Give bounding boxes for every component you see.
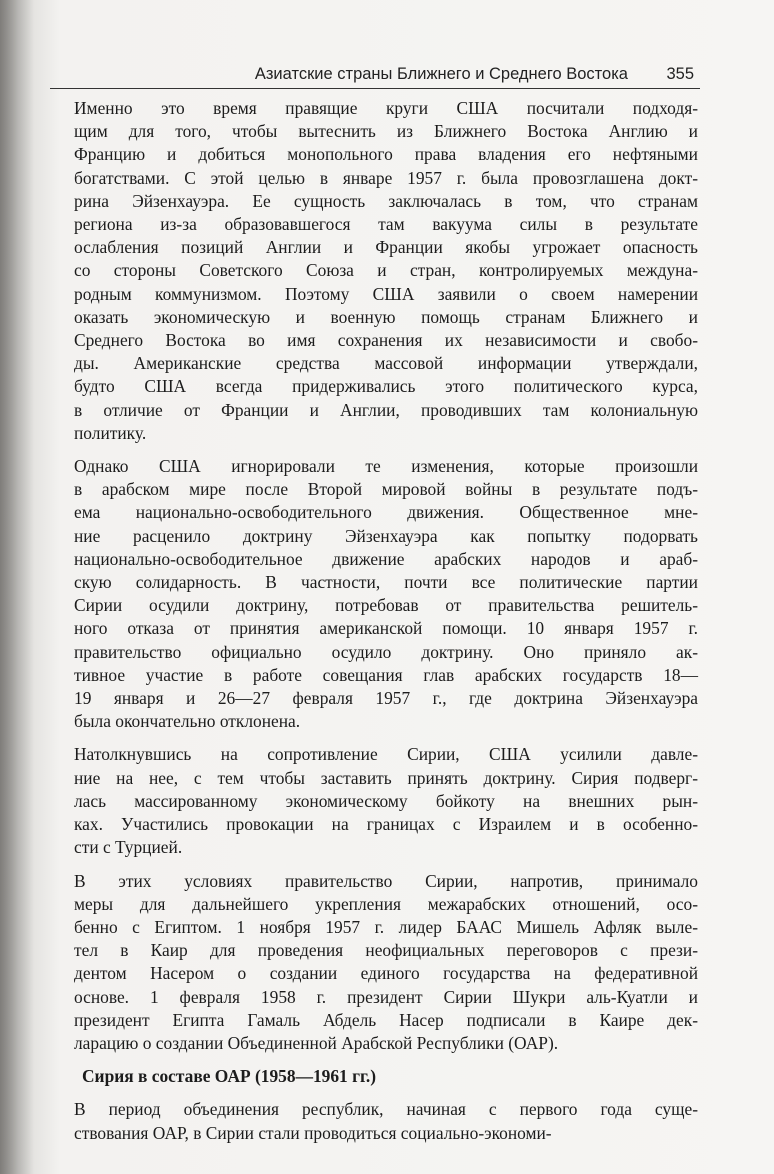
page-number: 355 xyxy=(666,65,694,83)
text-line: Именно это время правящие круги США посчитали подходя- xyxy=(74,98,698,118)
text-line: в арабском мире после Второй мировой войны в результате подъ- xyxy=(74,479,698,500)
running-head-title: Азиатские страны Ближнего и Среднего Востока xyxy=(254,65,628,83)
text-line: Однако США игнорировали те изменения, которые произошли xyxy=(74,456,698,477)
text-line: богатствами. С этой целью в январе 1957 г. была провозглашена докт- xyxy=(74,167,698,188)
text-line: сти с Турцией. xyxy=(74,837,183,858)
text-line: 19 января и 26—27 февраля 1957 г., где доктрина Эйзенхауэра xyxy=(74,688,698,709)
text-line: бенно с Египтом. 1 ноября 1957 г. лидер БААС Мишель Афляк выле- xyxy=(74,916,698,937)
text-line: Среднего Востока во имя сохранения их независимости и свобо- xyxy=(74,330,698,351)
paragraph-3 xyxy=(74,743,698,859)
text-line: скую солидарность. В частности, почти все политические партии xyxy=(74,572,698,593)
text-line: Натолкнувшись на сопротивление Сирии, США усилили давле- xyxy=(74,744,698,765)
text-line: меры для дальнейшего укрепления межарабских отношений, осо- xyxy=(74,893,698,914)
text-line: оказать экономическую и военную помощь странам Ближнего и xyxy=(74,306,698,327)
text-line: региона из-за образовавшегося там вакуума силы в результате xyxy=(74,214,698,235)
text-line: политику. xyxy=(74,422,147,443)
body-text xyxy=(74,97,698,1145)
paragraph-4 xyxy=(74,870,698,1056)
text-line: ды. Американские средства массовой информации утверждали, xyxy=(74,353,698,374)
text-line: ние расценило доктрину Эйзенхауэра как попытку подорвать xyxy=(74,525,698,546)
text-line: рина Эйзенхауэра. Ее сущность заключалась в том, что странам xyxy=(74,190,698,211)
text-line: ние на нее, с тем чтобы заставить принять доктрину. Сирия подверг- xyxy=(74,767,698,788)
text-line: дентом Насером о создании единого государства на федеративной xyxy=(74,963,698,984)
text-line: основе. 1 февраля 1958 г. президент Сирии Шукри аль-Куатли и xyxy=(74,986,698,1007)
text-line: Сирии осудили доктрину, потребовав от правительства решитель- xyxy=(74,595,698,616)
text-line: лась массированному экономическому бойкоту на внешних рын- xyxy=(74,790,698,811)
text-line: ема национально-освободительного движения. Общественное мне- xyxy=(74,502,698,523)
text-line: ствования ОАР, в Сирии стали проводиться социально-экономи- xyxy=(74,1122,552,1143)
text-line: ного отказа от принятия американской помощи. 10 января 1957 г. xyxy=(74,618,698,639)
text-line: тел в Каир для проведения неофициальных переговоров с прези- xyxy=(74,940,698,961)
text-line: ларацию о создании Объединенной Арабской Республики (ОАР). xyxy=(74,1032,559,1053)
text-line: правительство официально осудило доктрину. Оно приняло ак- xyxy=(74,641,698,662)
text-line: была окончательно отклонена. xyxy=(74,711,301,732)
text-line: национально-освободительное движение арабских народов и араб- xyxy=(74,548,698,569)
text-line: будто США всегда придерживались этого политического курса, xyxy=(74,376,698,397)
paragraph-2 xyxy=(74,455,698,733)
text-line: со стороны Советского Союза и стран, контролируемых междуна- xyxy=(74,260,698,281)
running-head xyxy=(50,62,700,89)
text-line: ках. Участились провокации на границах с Израилем и в особенно- xyxy=(74,814,698,835)
text-line: в отличие от Франции и Англии, проводивших там колониальную xyxy=(74,399,698,420)
section-heading: Сирия в составе ОАР (1958—1961 гг.) xyxy=(82,1066,377,1087)
paragraph-1 xyxy=(74,97,698,445)
text-line: В период объединения республик, начиная с первого года суще- xyxy=(74,1099,698,1120)
text-line: ослабления позиций Англии и Франции якобы угрожает опасность xyxy=(74,237,698,258)
text-line: В этих условиях правительство Сирии, напротив, принимало xyxy=(74,870,698,891)
text-line: щим для того, чтобы вытеснить из Ближнего Востока Англию и xyxy=(74,121,698,142)
text-line: Францию и добиться монопольного права владения его нефтяными xyxy=(74,144,698,165)
text-line: родным коммунизмом. Поэтому США заявили о своем намерении xyxy=(74,283,698,304)
section-paragraph xyxy=(74,1098,698,1144)
text-line: тивное участие в работе совещания глав арабских государств 18— xyxy=(74,664,698,685)
spine-shadow xyxy=(0,0,34,1174)
text-line: президент Египта Гамаль Абдель Насер подписали в Каире дек- xyxy=(74,1009,698,1030)
